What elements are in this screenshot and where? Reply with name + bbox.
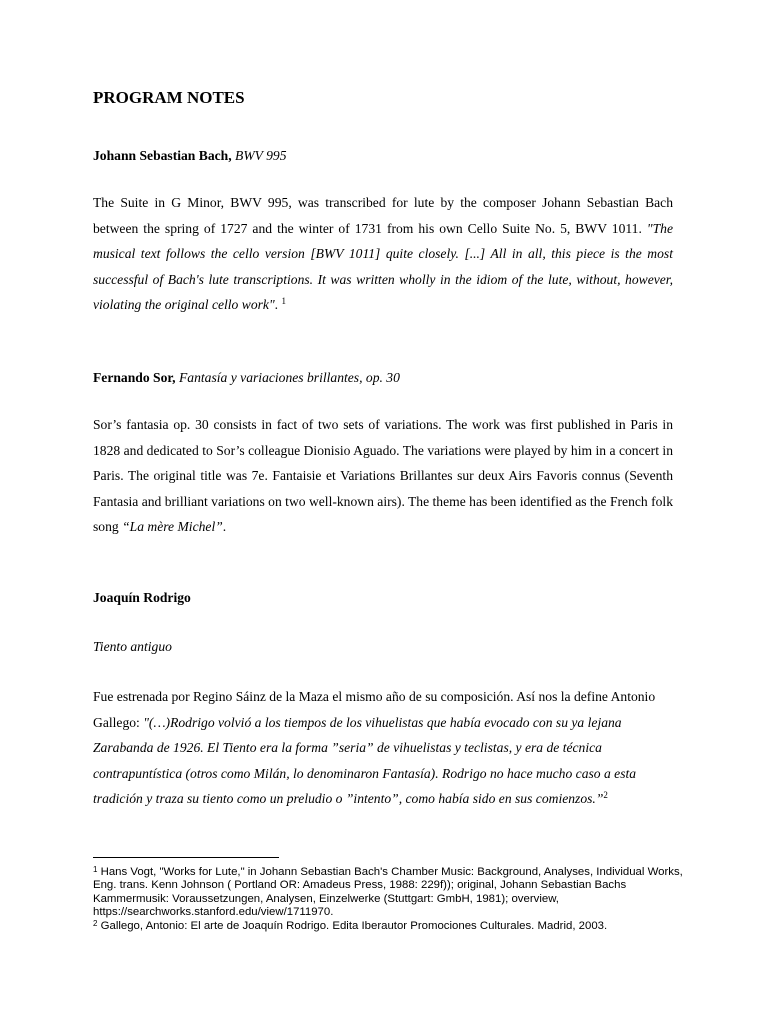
footnote-2 [93, 920, 683, 933]
composer-name: Fernando Sor, [93, 370, 176, 385]
quote-text: "The musical text follows the cello version [BWV 1011] quite closely. [...] All in all, this piece is the most successful of Bach's lute transcriptions. It was written wholly in the idiom of the lute, without, however, violating the original cello work" [93, 220, 673, 312]
footnote-text: Gallego, Antonio: El arte de Joaquín Rodrigo. Edita Iberautor Promociones Culturales. Madrid, 2003. [97, 920, 608, 932]
footnote-ref-1: 1 [281, 296, 286, 306]
footnote-text: Hans Vogt, "Works for Lute," in Johann Sebastian Bach's Chamber Music: Background, Analyses, Individual Works, Eng. trans. Kenn Johnson ( Portland OR: Amadeus Press, 1988: 229f)); original, Johann Sebastian Bachs Kammermusik: Voraussetzungen, Analysen, Einzelwerke (Stuttgart: GmbH, 1981); overview, https://searchworks.stanford.edu/view/1711970. [93, 866, 683, 919]
footnote-separator [93, 857, 279, 858]
composer-name: Joaquín Rodrigo [93, 590, 191, 605]
paragraph-bach [93, 190, 673, 318]
paragraph-text-end: . [222, 519, 227, 534]
work-subheading-rodrigo [93, 634, 673, 660]
composer-name: Johann Sebastian Bach, [93, 148, 232, 163]
section-heading-bach [93, 143, 673, 169]
paragraph-text: Fue estrenada por Regino Sáinz de la Maza el mismo año de su composición. Así nos la define Antonio Gallego: [93, 689, 656, 730]
work-title: BWV 995 [235, 148, 287, 163]
paragraph-text: Sor’s fantasia op. 30 consists in fact of two sets of variations. The work was first published in Paris in 1828 and dedicated to Sor’s colleague Dionisio Aguado. The variations were played by him in a concert in Paris. The original title was 7e. Fantaisie et Variations Brillantes sur deux Airs Favoris connus (Seventh Fantasia and brilliant variations on two well-known airs). The theme has been identified as the French folk song [93, 417, 673, 534]
section-heading-sor [93, 365, 673, 391]
quote-text: “La mère Michel” [122, 519, 223, 534]
paragraph-text: The Suite in G Minor, BWV 995, was transcribed for lute by the composer Johann Sebastian Bach between the spring of 1727 and the winter of 1731 from his own Cello Suite No. 5, BWV 1011. [93, 195, 673, 236]
page-title: PROGRAM NOTES [93, 88, 245, 107]
footnote-1 [93, 866, 683, 920]
quote-text: "(…)Rodrigo volvió a los tiempos de los vihuelistas que había evocado con su ya lejana Zarabanda de 1926. El Tiento era la forma ”seria” de vihuelistas y teclistas, y era de técnica contrapuntística (otros como Milán, lo denominaron Fantasía). Rodrigo no hace mucho caso a esta tradición y traza su tiento como un preludio o ”intento”, como había sido en sus comienzos.” [93, 714, 637, 806]
section-heading-rodrigo [93, 585, 673, 611]
work-title: Fantasía y variaciones brillantes, op. 30 [179, 370, 400, 385]
work-title: Tiento antiguo [93, 639, 172, 654]
paragraph-rodrigo [93, 684, 673, 812]
paragraph-text-end: . [274, 297, 282, 312]
footnote-ref-2: 2 [603, 790, 608, 800]
paragraph-sor [93, 412, 673, 540]
footnote-number: 1 [93, 865, 98, 874]
footnote-number: 2 [93, 919, 98, 928]
